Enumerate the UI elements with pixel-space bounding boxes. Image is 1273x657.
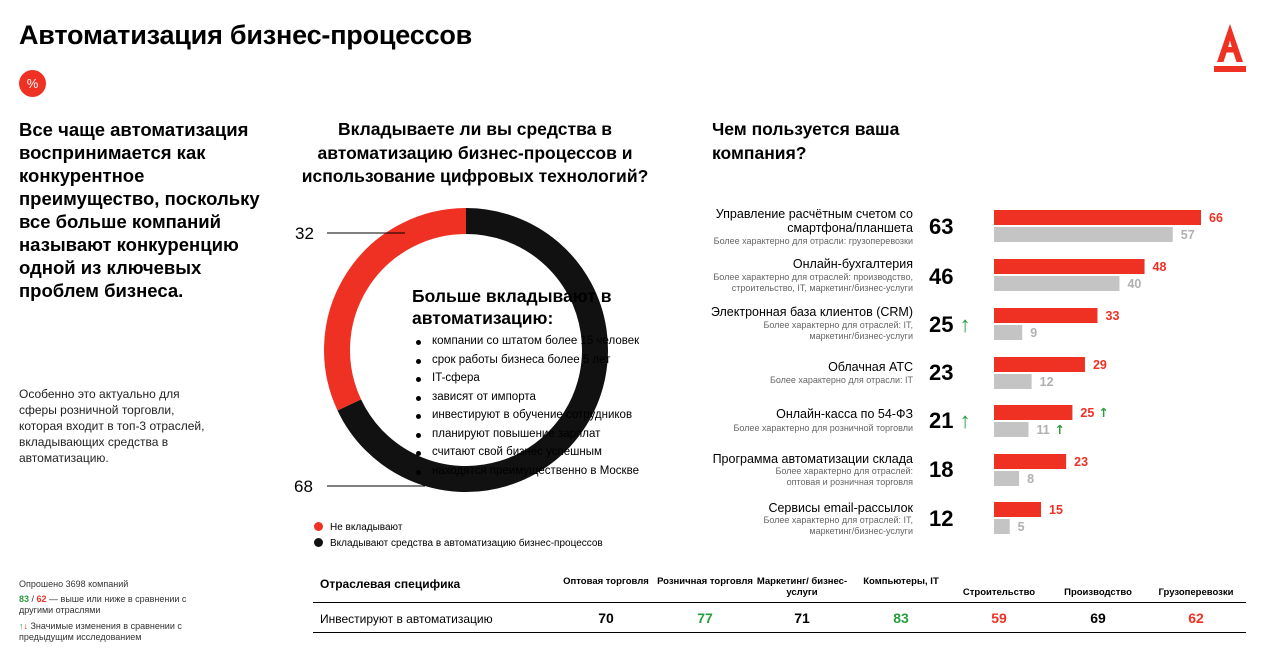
donut-value-invest: 68 bbox=[294, 477, 313, 496]
bar-row-title: Программа автоматизации склада bbox=[712, 452, 913, 466]
trend-up-icon: ↑ bbox=[1054, 422, 1065, 437]
table-cell: 70 bbox=[598, 610, 614, 626]
table-col-header: Розничная торговля bbox=[657, 576, 753, 587]
footnote-lo-value: 62 bbox=[36, 594, 47, 604]
donut-callout bbox=[412, 285, 672, 483]
legend-dot-black bbox=[314, 538, 323, 547]
bar-row-total: 12 bbox=[929, 506, 954, 531]
bar-value-label: 29 bbox=[1092, 358, 1107, 372]
bar-row-title: Сервисы email-рассылок bbox=[768, 501, 913, 515]
lead-text: Все чаще автоматизация воспринимается как конкурентное преимущество, поскольку все больше компаний называют конкуренцию одной из ключевых проблем бизнеса. bbox=[19, 119, 260, 301]
bar-row-title: Электронная база клиентов (CRM) bbox=[710, 305, 913, 319]
bar-row-note: Более характерно для отрасли: IT bbox=[769, 375, 913, 385]
table-col-header: Маркетинг/ бизнес-услуги bbox=[756, 576, 848, 598]
bar-value-label: 9 bbox=[1030, 326, 1038, 340]
table-col-header: Грузоперевозки bbox=[1158, 587, 1234, 598]
bar-value-label: 5 bbox=[1017, 520, 1025, 534]
bar-value-label: 12 bbox=[1039, 375, 1054, 389]
table-col-header: Производство bbox=[1064, 587, 1132, 598]
bar-value-label: 33 bbox=[1105, 309, 1120, 323]
bar-row-note: Более характерно для отраслей: оптовая и розничная торговля bbox=[775, 466, 913, 487]
bar-row-title: Управление расчётным счетом со смартфона/планшета bbox=[715, 207, 913, 235]
footnote-sample: Опрошено 3698 компаний bbox=[19, 579, 129, 589]
list-item: инвестируют в обучение сотрудников bbox=[412, 409, 672, 422]
bar-row-note: Более характерно для отраслей: IT, маркетинг/бизнес-услуги bbox=[763, 515, 913, 536]
list-item: находятся преимущественно в Москве bbox=[412, 465, 672, 478]
bar-row-note: Более характерно для отрасли: грузоперевозки bbox=[713, 236, 913, 246]
bar-row bbox=[640, 407, 1270, 457]
footnote-hilo-text: — выше или ниже в сравнении с другими отраслями bbox=[19, 594, 187, 615]
bar-row-note: Более характерно для отраслей: производство, строительство, IT, маркетинг/бизнес-услуги bbox=[713, 272, 913, 293]
table-col-header: Оптовая торговля bbox=[563, 576, 649, 587]
bar-value-label: 11 bbox=[1036, 423, 1050, 437]
table-cell: 71 bbox=[794, 610, 810, 626]
sub-text: Особенно это актуально для сферы розничной торговли, которая входит в топ-3 отраслей, вкладывающих средства в автоматизацию. bbox=[19, 387, 205, 465]
list-item: считают свой бизнес успешным bbox=[412, 446, 672, 459]
bars-title: Чем пользуется ваша компания? bbox=[712, 119, 900, 163]
table-row bbox=[313, 603, 1246, 633]
bar-value-label: 25 bbox=[1080, 406, 1095, 420]
bar-value-label: 66 bbox=[1209, 211, 1223, 225]
bar-row bbox=[640, 452, 1270, 502]
percent-badge: % bbox=[19, 70, 46, 97]
bar-row-note: Более характерно для розничной торговли bbox=[733, 423, 913, 433]
table-row-label: Инвестируют в автоматизацию bbox=[320, 612, 493, 626]
donut-value-not-invest: 32 bbox=[295, 224, 314, 243]
legend-label: Вкладывают средства в автоматизацию бизнес-процессов bbox=[330, 538, 603, 549]
bar-row bbox=[640, 305, 1270, 355]
table-col-header: Строительство bbox=[962, 587, 1036, 598]
bar-value-label: 57 bbox=[1180, 228, 1195, 242]
legend-item-invest bbox=[314, 538, 603, 550]
bar-value-label: 23 bbox=[1074, 455, 1089, 469]
callout-list bbox=[412, 335, 672, 478]
table-col-header: Компьютеры, IT bbox=[863, 576, 939, 587]
bar-value-label: 40 bbox=[1127, 277, 1142, 291]
arrow-down-icon: ↓ bbox=[23, 621, 28, 631]
bar-row-note: Более характерно для отраслей: IT, маркетинг/бизнес-услуги bbox=[763, 320, 913, 341]
legend-label: Не вкладывают bbox=[330, 522, 403, 533]
bar-row-total: 21 ↑ bbox=[929, 408, 971, 433]
footnote-trend-text: Значимые изменения в сравнении с предыдущим исследованием bbox=[19, 621, 182, 642]
table-cell: 62 bbox=[1188, 610, 1204, 626]
bar-row-title: Онлайн-бухгалтерия bbox=[792, 257, 913, 271]
legend-item-not-invest bbox=[314, 522, 402, 534]
table-cell: 69 bbox=[1090, 610, 1106, 626]
arrow-up-icon: ↑ bbox=[19, 621, 24, 631]
bar-value-label: 15 bbox=[1049, 503, 1063, 517]
list-item: зависят от импорта bbox=[412, 391, 672, 404]
bar-row-total: 63 bbox=[929, 214, 954, 239]
list-item: срок работы бизнеса более 5 лет bbox=[412, 354, 672, 367]
table-cell: 77 bbox=[697, 610, 713, 626]
callout-title: Больше вкладывают в автоматизацию: bbox=[412, 286, 612, 328]
industry-table bbox=[313, 573, 1246, 633]
bar-value-label: 48 bbox=[1152, 260, 1167, 274]
list-item: планируют повышение зарплат bbox=[412, 428, 672, 441]
bar-row bbox=[640, 257, 1270, 307]
page-title: Автоматизация бизнес-процессов bbox=[19, 20, 473, 50]
bar-row bbox=[640, 207, 1270, 257]
table-header bbox=[313, 573, 1246, 603]
list-item: IT-сфера bbox=[412, 372, 672, 385]
footnote-sep: / bbox=[29, 594, 37, 604]
bar-row-title: Облачная АТС bbox=[828, 360, 913, 374]
bar-row-total: 46 bbox=[929, 264, 954, 289]
table-header-label: Отраслевая специфика bbox=[320, 577, 461, 591]
table-cell: 59 bbox=[991, 610, 1007, 626]
bar-row bbox=[640, 360, 1270, 410]
bar-row-total: 23 bbox=[929, 360, 954, 385]
trend-up-icon: ↑ bbox=[1098, 405, 1109, 420]
bar-row-total: 18 bbox=[929, 457, 954, 482]
table-cell: 83 bbox=[893, 610, 909, 626]
bar-row bbox=[640, 501, 1270, 551]
bar-row-total: 25 ↑ bbox=[929, 312, 971, 337]
list-item: компании со штатом более 15 человек bbox=[412, 335, 672, 348]
donut-title: Вкладываете ли вы средства в автоматизацию бизнес-процессов и использование цифровых технологий? bbox=[301, 119, 649, 186]
bar-row-title: Онлайн-касса по 54-ФЗ bbox=[776, 407, 913, 421]
bar-value-label: 8 bbox=[1027, 472, 1035, 486]
legend-dot-red bbox=[314, 522, 323, 531]
footnote-hi-value: 83 bbox=[19, 594, 30, 604]
